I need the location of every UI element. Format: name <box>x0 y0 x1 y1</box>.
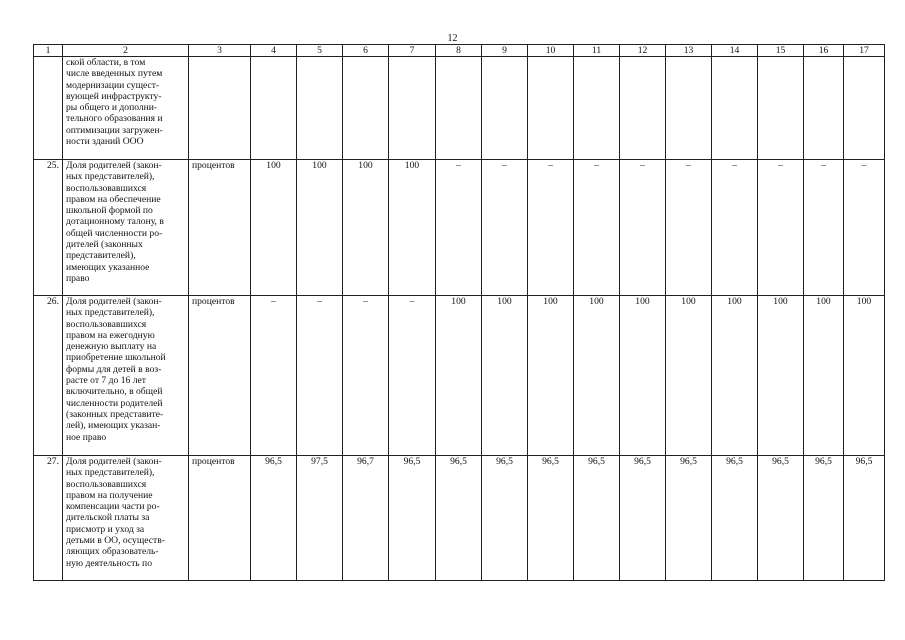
value-cell: – <box>804 160 844 296</box>
indicator-name-line: Доля родителей (закон- <box>66 456 162 467</box>
row-number: 25. <box>34 160 63 296</box>
value-cell <box>528 57 574 160</box>
table-row <box>34 456 885 581</box>
column-header-7: 7 <box>389 45 436 57</box>
indicator-name-line: имеющих указанное <box>66 261 150 273</box>
column-header-3: 3 <box>189 45 251 57</box>
indicator-name <box>63 160 189 296</box>
value-cell: 100 <box>844 296 885 456</box>
indicator-name-line: лей), имеющих указан- <box>66 420 161 432</box>
value-cell: 96,5 <box>804 456 844 581</box>
value-cell <box>844 57 885 160</box>
value-cell: – <box>528 160 574 296</box>
indicator-name-line: воспользовавшихся <box>66 182 147 194</box>
column-header-5: 5 <box>297 45 343 57</box>
indicator-name-line: представителей), <box>66 250 136 262</box>
indicator-name-line: правом на обеспечение <box>66 193 161 205</box>
indicator-name-line: включительно, в общей <box>66 386 163 398</box>
value-cell <box>436 57 482 160</box>
value-cell <box>251 57 297 160</box>
column-header-2: 2 <box>63 45 189 57</box>
column-header-12: 12 <box>620 45 666 57</box>
value-cell: 96,5 <box>666 456 712 581</box>
value-cell: – <box>297 296 343 456</box>
value-cell: 100 <box>712 296 758 456</box>
value-cell <box>574 57 620 160</box>
indicator-name-line: приобретение школьной <box>66 352 166 364</box>
indicator-name-line: правом на ежегодную <box>66 329 155 341</box>
value-cell: 100 <box>528 296 574 456</box>
indicator-name-line: право <box>66 272 90 284</box>
indicator-name-line: Доля родителей (закон- <box>66 160 162 171</box>
value-cell: 100 <box>482 296 528 456</box>
value-cell: – <box>712 160 758 296</box>
indicator-name-line: расте от 7 до 16 лет <box>66 375 146 387</box>
indicator-name <box>63 57 189 160</box>
column-header-8: 8 <box>436 45 482 57</box>
value-cell <box>482 57 528 160</box>
value-cell <box>297 57 343 160</box>
value-cell: 96,5 <box>528 456 574 581</box>
value-cell: 96,5 <box>844 456 885 581</box>
column-header-4: 4 <box>251 45 297 57</box>
table-row <box>34 296 885 456</box>
column-header-10: 10 <box>528 45 574 57</box>
indicator-name-line: числе введенных путем <box>66 68 163 80</box>
value-cell: – <box>343 296 389 456</box>
indicator-name-line: (законных представите- <box>66 408 164 420</box>
value-cell: – <box>620 160 666 296</box>
value-cell: 100 <box>758 296 804 456</box>
indicator-name-line: Доля родителей (закон- <box>66 296 162 307</box>
table-row <box>34 57 885 160</box>
data-table <box>33 44 885 581</box>
indicator-name-line: ную деятельность по <box>66 557 152 569</box>
indicator-name-line: ской области, в том <box>66 57 146 68</box>
value-cell: 96,5 <box>574 456 620 581</box>
unit-cell <box>189 57 251 160</box>
indicator-name-line: формы для детей в воз- <box>66 363 162 375</box>
indicator-name-line: детьми в ОО, осуществ- <box>66 535 165 547</box>
value-cell: – <box>389 296 436 456</box>
indicator-name-line: ное право <box>66 431 107 443</box>
indicator-name-line: ных представителей), <box>66 467 155 479</box>
value-cell: – <box>574 160 620 296</box>
column-header-14: 14 <box>712 45 758 57</box>
value-cell: 100 <box>620 296 666 456</box>
column-header-6: 6 <box>343 45 389 57</box>
unit-cell: процентов <box>189 160 251 296</box>
indicator-name-line: дотационному талону, в <box>66 216 164 228</box>
value-cell: 100 <box>389 160 436 296</box>
value-cell: 96,5 <box>712 456 758 581</box>
column-number-row <box>34 45 885 57</box>
column-header-16: 16 <box>804 45 844 57</box>
value-cell: – <box>482 160 528 296</box>
indicator-name-line: ных представителей), <box>66 171 155 183</box>
indicator-name-line: тельного образования и <box>66 113 163 125</box>
value-cell: 96,7 <box>343 456 389 581</box>
indicator-name-line: ных представителей), <box>66 307 155 319</box>
value-cell: 100 <box>574 296 620 456</box>
indicator-name-line: дителей (законных <box>66 239 143 251</box>
value-cell: 96,5 <box>482 456 528 581</box>
row-number: 27. <box>34 456 63 581</box>
value-cell: – <box>436 160 482 296</box>
indicator-name-line: воспользовавшихся <box>66 318 147 330</box>
column-header-13: 13 <box>666 45 712 57</box>
value-cell: – <box>666 160 712 296</box>
page-number: 12 <box>447 33 458 44</box>
value-cell <box>758 57 804 160</box>
indicator-name-line: дительской платы за <box>66 512 150 524</box>
table-row <box>34 160 885 296</box>
indicator-name-line: школьной формой по <box>66 205 153 217</box>
column-header-11: 11 <box>574 45 620 57</box>
indicator-name-line: воспользовавшихся <box>66 478 147 490</box>
value-cell <box>389 57 436 160</box>
value-cell: – <box>844 160 885 296</box>
unit-cell: процентов <box>189 456 251 581</box>
indicator-name-line: общей численности ро- <box>66 227 163 239</box>
indicator-name-line: оптимизации загружен- <box>66 124 163 136</box>
indicator-name <box>63 456 189 581</box>
value-cell: 100 <box>297 160 343 296</box>
value-cell: 96,5 <box>758 456 804 581</box>
value-cell: 97,5 <box>297 456 343 581</box>
unit-cell: процентов <box>189 296 251 456</box>
indicator-name <box>63 296 189 456</box>
table-body <box>34 45 885 581</box>
indicator-name-line: вующей инфраструкту- <box>66 90 162 102</box>
indicator-name-line: присмотр и уход за <box>66 523 145 535</box>
indicator-name-line: ры общего и дополни- <box>66 102 158 114</box>
indicator-name-line: ляющих образователь- <box>66 546 159 558</box>
column-header-15: 15 <box>758 45 804 57</box>
value-cell: 96,5 <box>251 456 297 581</box>
value-cell: – <box>251 296 297 456</box>
value-cell: 100 <box>251 160 297 296</box>
indicator-name-line: компенсации части ро- <box>66 501 160 513</box>
value-cell: 96,5 <box>436 456 482 581</box>
value-cell: 96,5 <box>620 456 666 581</box>
row-number: 26. <box>34 296 63 456</box>
indicator-name-line: численности родителей <box>66 397 163 409</box>
column-header-9: 9 <box>482 45 528 57</box>
value-cell <box>620 57 666 160</box>
value-cell <box>804 57 844 160</box>
value-cell: 100 <box>666 296 712 456</box>
indicator-name-line: денежную выплату на <box>66 341 157 353</box>
value-cell <box>343 57 389 160</box>
value-cell: – <box>758 160 804 296</box>
indicator-name-line: ности зданий ООО <box>66 136 144 148</box>
value-cell: 96,5 <box>389 456 436 581</box>
value-cell: 100 <box>343 160 389 296</box>
value-cell <box>666 57 712 160</box>
value-cell: 100 <box>436 296 482 456</box>
value-cell: 100 <box>804 296 844 456</box>
indicator-name-line: модернизации сущест- <box>66 79 160 91</box>
column-header-17: 17 <box>844 45 885 57</box>
value-cell <box>712 57 758 160</box>
row-number <box>34 57 63 160</box>
column-header-1: 1 <box>34 45 63 57</box>
indicator-name-line: правом на получение <box>66 489 153 501</box>
